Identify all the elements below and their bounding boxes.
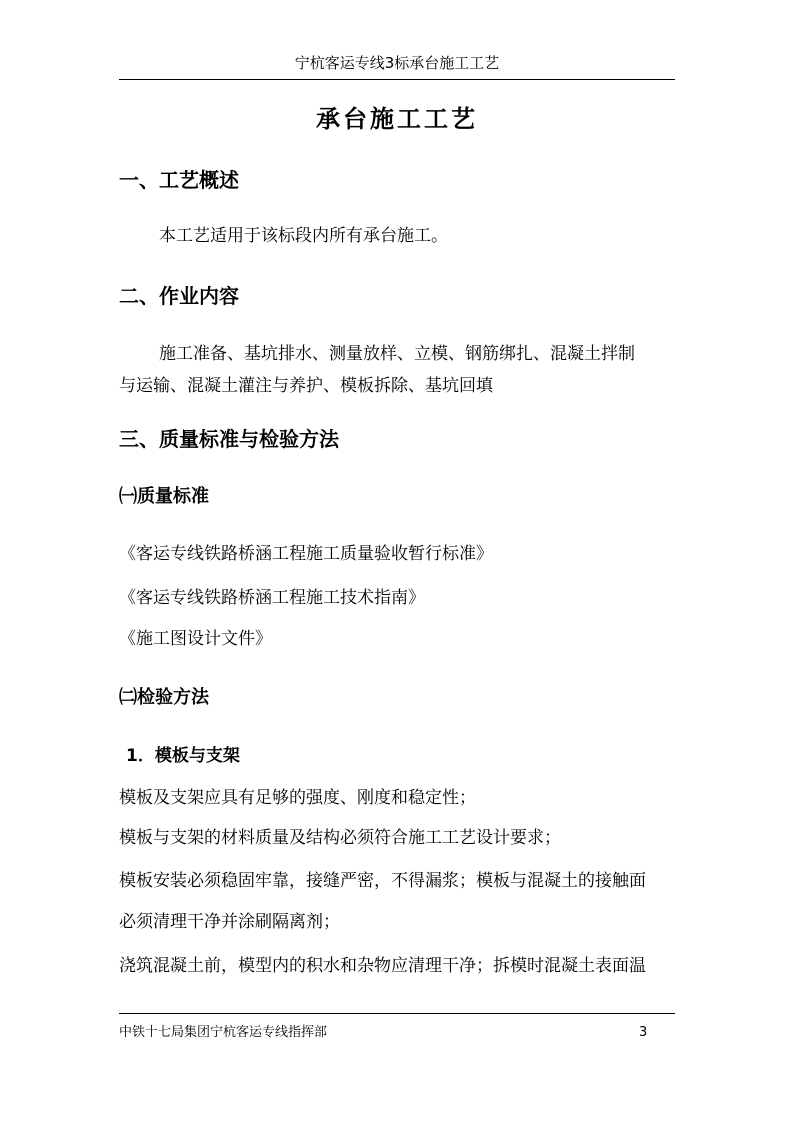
section-heading-work-content: 二、作业内容 [119,284,239,308]
footer-rule [119,1013,675,1014]
header-rule [119,79,675,80]
formwork-line-4: 必须清理干净并涂刷隔离剂； [119,912,340,932]
formwork-line-2: 模板与支架的材料质量及结构必须符合施工工艺设计要求； [119,828,561,848]
work-content-line-2: 与运输、混凝土灌注与养护、模板拆除、基坑回填 [119,376,493,396]
formwork-line-5: 浇筑混凝土前，模型内的积水和杂物应清理干净；拆模时混凝土表面温 [119,956,646,976]
subsection-heading-inspection-method: ㈡检验方法 [119,687,209,708]
overview-paragraph: 本工艺适用于该标段内所有承台施工。 [159,226,448,246]
item-heading-formwork: 1．模板与支架 [126,746,240,766]
footer-organization: 中铁十七局集团宁杭客运专线指挥部 [119,1025,328,1040]
section-heading-quality: 三、质量标准与检验方法 [119,427,339,451]
work-content-line-1: 施工准备、基坑排水、测量放样、立模、钢筋绑扎、混凝土拌制 [159,344,635,364]
standard-item-1: 《客运专线铁路桥涵工程施工质量验收暂行标准》 [119,544,493,564]
subsection-heading-quality-standard: ㈠质量标准 [119,486,209,507]
formwork-line-1: 模板及支架应具有足够的强度、刚度和稳定性； [119,788,476,808]
section-heading-overview: 一、工艺概述 [119,168,239,192]
formwork-line-3: 模板安装必须稳固牢靠，接缝严密，不得漏浆；模板与混凝土的接触面 [119,871,646,891]
page-number: 3 [639,1025,648,1040]
standard-item-3: 《施工图设计文件》 [119,629,272,649]
document-title: 承台施工工艺 [316,104,478,133]
page-header: 宁杭客运专线3标承台施工工艺 [294,54,500,72]
standard-item-2: 《客运专线铁路桥涵工程施工技术指南》 [119,588,425,608]
